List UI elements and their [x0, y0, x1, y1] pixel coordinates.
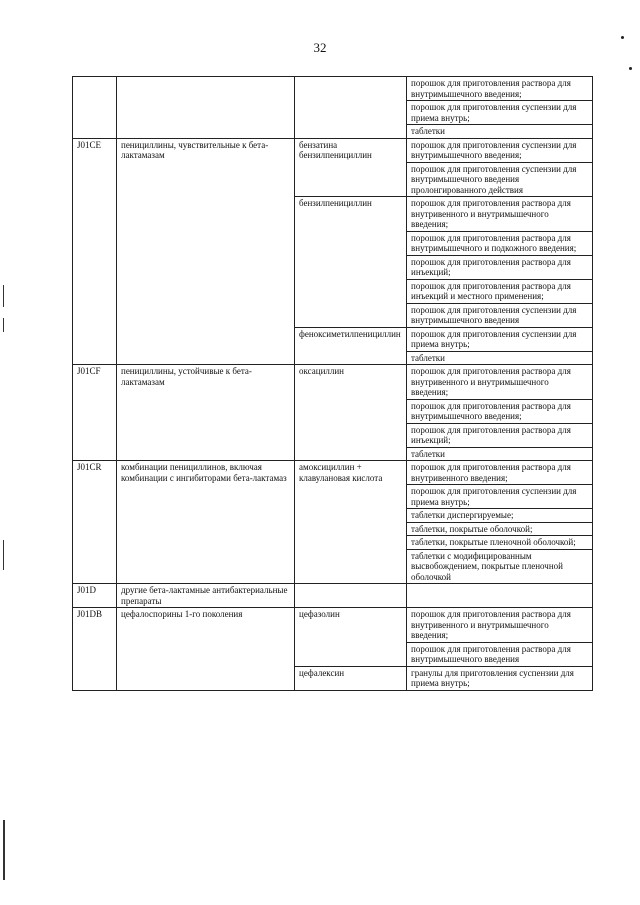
atc-code-cell	[73, 77, 117, 139]
group-name-cell: пенициллины, чувствительные к бета-лактамазам	[117, 138, 295, 365]
group-name-cell: пенициллины, устойчивые к бета-лактамазам	[117, 365, 295, 461]
scan-dot	[629, 67, 632, 70]
dosage-form-cell: порошок для приготовления раствора для внутривенного введения;	[407, 461, 593, 485]
atc-code-cell: J01D	[73, 584, 117, 608]
dosage-form-cell: таблетки, покрытые пленочной оболочкой;	[407, 536, 593, 550]
scan-mark	[3, 318, 4, 332]
table-row	[73, 584, 593, 608]
drug-name-cell: оксациллин	[295, 365, 407, 461]
table-row	[73, 608, 593, 643]
drug-table	[72, 76, 593, 691]
group-name-cell: цефалоспорины 1-го поколения	[117, 608, 295, 691]
dosage-form-cell: таблетки диспергируемые;	[407, 509, 593, 523]
dosage-form-cell: порошок для приготовления раствора для внутримышечного и подкожного введения;	[407, 231, 593, 255]
atc-code-cell: J01CR	[73, 461, 117, 584]
dosage-form-cell: порошок для приготовления раствора для инъекций;	[407, 423, 593, 447]
table-row	[73, 138, 593, 162]
dosage-form-cell: порошок для приготовления раствора для внутримышечного введения	[407, 642, 593, 666]
dosage-form-cell: порошок для приготовления суспензии для приема внутрь;	[407, 485, 593, 509]
table-row	[73, 365, 593, 400]
dosage-form-cell: таблетки с модифицированным высвобождением, покрытые пленочной оболочкой	[407, 549, 593, 584]
drug-name-cell: бензилпенициллин	[295, 197, 407, 328]
scan-mark	[3, 285, 4, 307]
page-number: 32	[313, 40, 327, 55]
group-name-cell: комбинации пенициллинов, включая комбинации с ингибиторами бета-лактамаз	[117, 461, 295, 584]
dosage-form-cell: порошок для приготовления суспензии для приема внутрь;	[407, 327, 593, 351]
dosage-form-cell: порошок для приготовления суспензии для внутримышечного введения пролонгированного действия	[407, 162, 593, 197]
group-name-cell: другие бета-лактамные антибактериальные препараты	[117, 584, 295, 608]
dosage-form-cell: порошок для приготовления раствора для инъекций и местного применения;	[407, 279, 593, 303]
drug-name-cell: бензатина бензилпенициллин	[295, 138, 407, 197]
drug-name-cell: феноксиметилпенициллин	[295, 327, 407, 365]
drug-name-cell	[295, 77, 407, 139]
dosage-form-cell: порошок для приготовления суспензии для приема внутрь;	[407, 101, 593, 125]
dosage-form-cell: порошок для приготовления раствора для внутривенного и внутримышечного введения;	[407, 197, 593, 232]
dosage-form-cell: таблетки	[407, 351, 593, 365]
dosage-form-cell: порошок для приготовления раствора для внутривенного и внутримышечного введения;	[407, 608, 593, 643]
dosage-form-cell: гранулы для приготовления суспензии для приема внутрь;	[407, 666, 593, 690]
scan-dot	[621, 36, 624, 39]
atc-code-cell: J01CF	[73, 365, 117, 461]
dosage-form-cell: таблетки	[407, 447, 593, 461]
dosage-form-cell: порошок для приготовления раствора для внутримышечного введения;	[407, 399, 593, 423]
dosage-form-cell	[407, 584, 593, 608]
dosage-form-cell: порошок для приготовления раствора для инъекций;	[407, 255, 593, 279]
drug-name-cell: цефазолин	[295, 608, 407, 667]
scan-mark	[3, 820, 5, 880]
scan-mark	[3, 540, 4, 570]
drug-name-cell: цефалексин	[295, 666, 407, 690]
dosage-form-cell: таблетки	[407, 125, 593, 139]
dosage-form-cell: таблетки, покрытые оболочкой;	[407, 522, 593, 536]
dosage-form-cell: порошок для приготовления раствора для внутримышечного введения;	[407, 77, 593, 101]
dosage-form-cell: порошок для приготовления суспензии для внутримышечного введения	[407, 303, 593, 327]
dosage-form-cell: порошок для приготовления суспензии для внутримышечного введения;	[407, 138, 593, 162]
drug-name-cell: амоксициллин + клавулановая кислота	[295, 461, 407, 584]
atc-code-cell: J01CE	[73, 138, 117, 365]
drug-name-cell	[295, 584, 407, 608]
table-row	[73, 77, 593, 101]
group-name-cell	[117, 77, 295, 139]
atc-code-cell: J01DB	[73, 608, 117, 691]
table-row	[73, 461, 593, 485]
dosage-form-cell: порошок для приготовления раствора для внутривенного и внутримышечного введения;	[407, 365, 593, 400]
